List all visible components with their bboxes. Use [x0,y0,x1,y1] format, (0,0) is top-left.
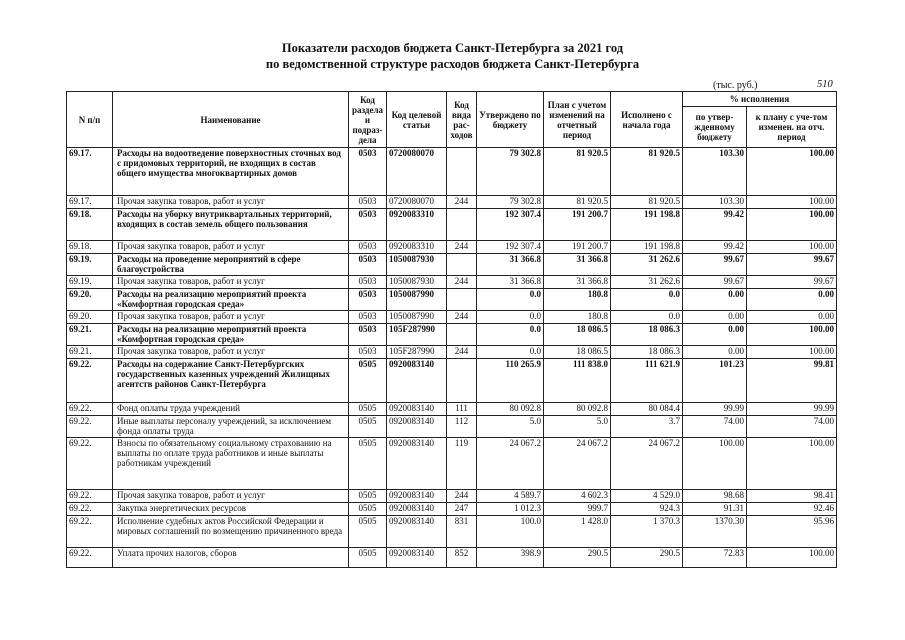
row-approved: 4 589.7 [477,490,544,503]
row-executed: 1 370.3 [611,516,683,548]
row-executed: 31 262.6 [611,276,683,289]
row-pct-plan: 100.00 [747,324,837,346]
row-pct-plan: 92.46 [747,503,837,516]
row-target-code: 0920083140 [387,416,447,438]
row-approved: 5.0 [477,416,544,438]
row-expense-type: 244 [447,196,477,209]
row-expense-type [447,359,477,403]
row-section-code: 0503 [349,254,387,276]
row-pct-plan: 100.00 [747,241,837,254]
row-approved: 24 067.2 [477,438,544,490]
row-approved: 80 092.8 [477,403,544,416]
table-row [67,241,837,254]
table-row [67,490,837,503]
row-pct-plan: 100.00 [747,346,837,359]
row-section-code: 0503 [349,209,387,241]
row-plan: 111 838.0 [544,359,611,403]
row-pct-approved: 0.00 [683,289,747,311]
row-approved: 0.0 [477,346,544,359]
row-section-code: 0503 [349,346,387,359]
row-executed: 24 067.2 [611,438,683,490]
table-row [67,403,837,416]
row-plan: 180.8 [544,311,611,324]
row-pct-approved: 98.68 [683,490,747,503]
row-pct-approved: 99.67 [683,276,747,289]
header-executed: Исполнено с начала года [611,92,683,148]
table-row [67,311,837,324]
row-plan: 180.8 [544,289,611,311]
header-plan: План с учетом изменений на отчетный период [544,92,611,148]
row-name: Прочая закупка товаров, работ и услуг [113,490,349,503]
expenditure-table [66,91,837,568]
row-expense-type: 244 [447,276,477,289]
row-target-code: 0920083140 [387,490,447,503]
table-row [67,548,837,568]
row-target-code: 0920083140 [387,503,447,516]
row-approved: 0.0 [477,311,544,324]
row-approved: 0.0 [477,289,544,311]
table-row [67,359,837,403]
units-label: (тыс. руб.) [713,80,758,91]
row-expense-type: 244 [447,241,477,254]
row-name: Закупка энергетических ресурсов [113,503,349,516]
row-pct-approved: 100.00 [683,438,747,490]
row-executed: 924.3 [611,503,683,516]
header-pct-approved: по утвер-жденному бюджету [683,107,747,148]
row-section-code: 0503 [349,324,387,346]
row-plan: 5.0 [544,416,611,438]
row-executed: 111 621.9 [611,359,683,403]
row-number: 69.22. [67,403,113,416]
row-pct-approved: 1370.30 [683,516,747,548]
row-plan: 18 086.5 [544,324,611,346]
report-subtitle: по ведомственной структуре расходов бюджета Санкт-Петербурга [265,57,640,71]
row-number: 69.22. [67,490,113,503]
row-pct-approved: 74.00 [683,416,747,438]
row-pct-approved: 0.00 [683,311,747,324]
row-number: 69.22. [67,438,113,490]
row-pct-plan: 100.00 [747,209,837,241]
row-pct-plan: 100.00 [747,148,837,196]
row-pct-plan: 99.99 [747,403,837,416]
row-pct-approved: 99.42 [683,209,747,241]
row-name: Расходы на уборку внутриквартальных территорий, входящих в состав земель общего пользования [113,209,349,241]
row-pct-plan: 98.41 [747,490,837,503]
row-pct-plan: 99.81 [747,359,837,403]
row-number: 69.17. [67,148,113,196]
header-pct-plan: к плану с уче-том изменен. на отч. период [747,107,837,148]
row-plan: 80 092.8 [544,403,611,416]
table-row [67,503,837,516]
row-plan: 290.5 [544,548,611,568]
row-plan: 191 200.7 [544,241,611,254]
row-executed: 3.7 [611,416,683,438]
table-body [67,148,837,568]
row-pct-approved: 103.30 [683,148,747,196]
row-approved: 100.0 [477,516,544,548]
table-row [67,254,837,276]
row-target-code: 1050087990 [387,311,447,324]
row-approved: 79 302.8 [477,196,544,209]
table-row [67,289,837,311]
row-number: 69.22. [67,503,113,516]
row-expense-type: 111 [447,403,477,416]
row-number: 69.21. [67,346,113,359]
row-approved: 0.0 [477,324,544,346]
row-plan: 191 200.7 [544,209,611,241]
row-approved: 31 366.8 [477,254,544,276]
row-target-code: 105F287990 [387,346,447,359]
row-section-code: 0503 [349,241,387,254]
row-number: 69.20. [67,311,113,324]
row-pct-approved: 0.00 [683,346,747,359]
row-section-code: 0505 [349,359,387,403]
row-section-code: 0503 [349,311,387,324]
row-executed: 4 529.0 [611,490,683,503]
row-number: 69.19. [67,276,113,289]
row-name: Иные выплаты персоналу учреждений, за исключением фонда оплаты труда [113,416,349,438]
row-plan: 1 428.0 [544,516,611,548]
page-number: 510 [817,79,833,90]
row-executed: 18 086.3 [611,346,683,359]
row-name: Прочая закупка товаров, работ и услуг [113,276,349,289]
table-row [67,276,837,289]
row-name: Расходы на реализацию мероприятий проекта «Комфортная городская среда» [113,289,349,311]
row-name: Расходы на проведение мероприятий в сфере благоустройства [113,254,349,276]
row-plan: 31 366.8 [544,276,611,289]
row-expense-type: 112 [447,416,477,438]
row-target-code: 0920083310 [387,241,447,254]
row-expense-type [447,148,477,196]
row-pct-plan: 99.67 [747,276,837,289]
row-pct-plan: 100.00 [747,548,837,568]
row-expense-type: 244 [447,346,477,359]
row-target-code: 0720080070 [387,148,447,196]
row-pct-approved: 99.67 [683,254,747,276]
row-approved: 110 265.9 [477,359,544,403]
row-executed: 31 262.6 [611,254,683,276]
row-section-code: 0503 [349,196,387,209]
row-pct-plan: 99.67 [747,254,837,276]
row-approved: 192 307.4 [477,209,544,241]
row-approved: 1 012.3 [477,503,544,516]
row-expense-type: 247 [447,503,477,516]
row-pct-plan: 0.00 [747,289,837,311]
row-expense-type [447,324,477,346]
table-row [67,416,837,438]
row-expense-type [447,254,477,276]
row-number: 69.21. [67,324,113,346]
row-section-code: 0503 [349,148,387,196]
row-section-code: 0505 [349,503,387,516]
row-target-code: 1050087990 [387,289,447,311]
row-number: 69.22. [67,416,113,438]
row-plan: 31 366.8 [544,254,611,276]
table-row [67,324,837,346]
row-name: Исполнение судебных актов Российской Федерации и мировых соглашений по возмещению причиненного вреда [113,516,349,548]
row-plan: 81 920.5 [544,196,611,209]
row-executed: 191 198.8 [611,241,683,254]
row-target-code: 0720080070 [387,196,447,209]
row-pct-plan: 95.96 [747,516,837,548]
row-executed: 191 198.8 [611,209,683,241]
header-section-code: Код раздела и подраз-дела [349,92,387,148]
row-pct-plan: 100.00 [747,196,837,209]
row-section-code: 0505 [349,548,387,568]
row-approved: 398.9 [477,548,544,568]
row-number: 69.19. [67,254,113,276]
row-name: Расходы на водоотведение поверхностных сточных вод с придомовых территорий, не входящих в состав общего имущества многоквартирных домов [113,148,349,196]
row-number: 69.20. [67,289,113,311]
row-section-code: 0505 [349,516,387,548]
table-row [67,438,837,490]
row-target-code: 0920083140 [387,548,447,568]
row-pct-approved: 99.42 [683,241,747,254]
header-target-code: Код целевой статьи [387,92,447,148]
table-row [67,516,837,548]
row-approved: 192 307.4 [477,241,544,254]
row-section-code: 0503 [349,289,387,311]
row-section-code: 0505 [349,438,387,490]
row-target-code: 105F287990 [387,324,447,346]
row-target-code: 0920083310 [387,209,447,241]
row-number: 69.22. [67,548,113,568]
row-expense-type: 831 [447,516,477,548]
table-row [67,346,837,359]
row-executed: 0.0 [611,311,683,324]
row-expense-type: 119 [447,438,477,490]
row-pct-plan: 74.00 [747,416,837,438]
header-percent-group: % исполнения [683,92,837,107]
row-expense-type: 244 [447,311,477,324]
row-plan: 18 086.5 [544,346,611,359]
row-pct-plan: 0.00 [747,311,837,324]
row-approved: 31 366.8 [477,276,544,289]
row-executed: 81 920.5 [611,148,683,196]
row-section-code: 0505 [349,403,387,416]
header-num: N п/п [67,92,113,148]
row-plan: 4 602.3 [544,490,611,503]
table-row [67,148,837,196]
row-pct-approved: 72.83 [683,548,747,568]
row-target-code: 1050087930 [387,254,447,276]
row-number: 69.18. [67,241,113,254]
row-pct-approved: 91.31 [683,503,747,516]
row-name: Прочая закупка товаров, работ и услуг [113,196,349,209]
row-executed: 80 084.4 [611,403,683,416]
row-target-code: 0920083140 [387,438,447,490]
row-name: Взносы по обязательному социальному страхованию на выплаты по оплате труда работников и иные выплаты работникам учреждений [113,438,349,490]
table-row [67,209,837,241]
row-target-code: 0920083140 [387,403,447,416]
row-target-code: 0920083140 [387,516,447,548]
row-name: Расходы на реализацию мероприятий проекта «Комфортная городская среда» [113,324,349,346]
row-executed: 0.0 [611,289,683,311]
row-section-code: 0503 [349,276,387,289]
row-plan: 999.7 [544,503,611,516]
row-pct-approved: 99.99 [683,403,747,416]
row-name: Прочая закупка товаров, работ и услуг [113,346,349,359]
row-executed: 81 920.5 [611,196,683,209]
header-approved: Утверждено по бюджету [477,92,544,148]
row-name: Прочая закупка товаров, работ и услуг [113,311,349,324]
row-number: 69.22. [67,516,113,548]
row-pct-approved: 0.00 [683,324,747,346]
row-expense-type [447,209,477,241]
row-name: Фонд оплаты труда учреждений [113,403,349,416]
header-name: Наименование [113,92,349,148]
row-number: 69.18. [67,209,113,241]
row-executed: 18 086.3 [611,324,683,346]
row-plan: 81 920.5 [544,148,611,196]
row-number: 69.22. [67,359,113,403]
row-approved: 79 302.8 [477,148,544,196]
row-target-code: 1050087930 [387,276,447,289]
row-name: Уплата прочих налогов, сборов [113,548,349,568]
row-expense-type [447,289,477,311]
row-name: Прочая закупка товаров, работ и услуг [113,241,349,254]
table-row [67,196,837,209]
header-expense-type-code: Код вида рас-ходов [447,92,477,148]
row-name: Расходы на содержание Санкт-Петербургских государственных казенных учреждений Жилищных агентств районов Санкт-Петербурга [113,359,349,403]
row-expense-type: 244 [447,490,477,503]
row-expense-type: 852 [447,548,477,568]
row-executed: 290.5 [611,548,683,568]
row-section-code: 0505 [349,416,387,438]
row-pct-plan: 100.00 [747,438,837,490]
row-pct-approved: 103.30 [683,196,747,209]
report-title: Показатели расходов бюджета Санкт-Петербурга за 2021 год [281,41,624,55]
row-number: 69.17. [67,196,113,209]
row-section-code: 0505 [349,490,387,503]
row-pct-approved: 101.23 [683,359,747,403]
row-target-code: 0920083140 [387,359,447,403]
row-plan: 24 067.2 [544,438,611,490]
